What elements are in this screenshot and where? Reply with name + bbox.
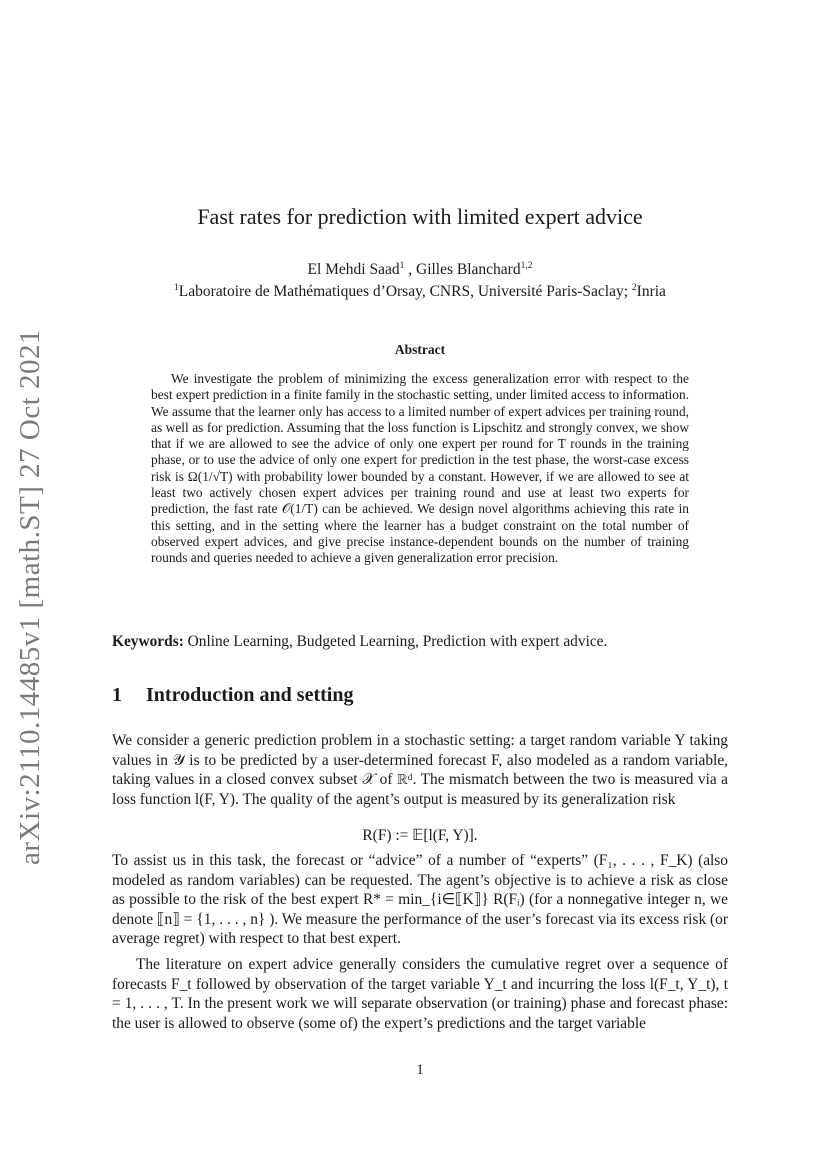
affiliation-text: Laboratoire de Mathématiques d’Orsay, CNRS, Université Paris-Saclay; — [178, 283, 632, 300]
section-heading — [112, 684, 728, 707]
paper-title: Fast rates for prediction with limited expert advice — [197, 204, 643, 229]
affiliation-superscript: 2 — [631, 283, 637, 293]
display-equation: R(F) := 𝔼[l(F, Y)]. — [362, 827, 478, 844]
author-superscript: 1,2 — [520, 261, 533, 271]
abstract-heading: Abstract — [394, 342, 446, 357]
affiliation-superscript: 1 — [174, 283, 179, 293]
author-name: El Mehdi Saad — [307, 261, 400, 278]
affiliation-text: Inria — [636, 283, 666, 300]
page-number: 1 — [416, 1062, 424, 1078]
section-title: Introduction and setting — [146, 684, 354, 706]
body-paragraph: The literature on expert advice generally considers the cumulative regret over a sequence of forecasts F_t followed by observation of the target variable Y_t and incurring the loss l(F_t, Y_t), t = 1, . . . , T. In the present work we will separate observation (or training) phase and forecast phase: the user is allowed to observe (some of) the expert’s predictions and the target variable — [112, 956, 728, 1032]
author-separator: , — [404, 261, 416, 278]
keywords-label: Keywords: — [112, 633, 184, 650]
arxiv-identifier-stamp: arXiv:2110.14485v1 [math.ST] 27 Oct 2021 — [14, 328, 46, 865]
author-line — [112, 261, 728, 279]
body-paragraph: We consider a generic prediction problem in a stochastic setting: a target random variable Y taking values in 𝒴 is to be predicted by a user-determined forecast F, also modeled as a random variable, taking values in a closed convex subset 𝒳 of ℝᵈ. The mismatch between the two is measured via a loss function l(F, Y). The quality of the agent’s output is measured by its generalization risk — [112, 732, 728, 808]
section-number: 1 — [112, 684, 122, 706]
author-superscript: 1 — [399, 261, 405, 271]
body-paragraph: To assist us in this task, the forecast or “advice” of a number of “experts” (F₁, . . . , F_K) (also modeled as random variables) can be requested. The agent’s objective is to achieve a risk as close as possible to the risk of the best expert R* = min_{i∈⟦K⟧} R(Fᵢ) (for a nonnegative integer n, we denote ⟦n⟧ = {1, . . . , n} ). We measure the performance of the user’s forecast via its excess risk (or average regret) with respect to that best expert. — [112, 852, 728, 948]
keywords-text: Online Learning, Budgeted Learning, Prediction with expert advice. — [183, 633, 608, 650]
author-name: Gilles Blanchard — [416, 261, 521, 278]
affiliation-line — [112, 283, 728, 301]
keywords-line — [112, 633, 728, 651]
abstract-body: We investigate the problem of minimizing the excess generalization error with respect to the best expert prediction in a finite family in the stochastic setting, under limited access to information. We assume that the learner only has access to a limited number of expert advices per training round, as well as for prediction. Assuming that the loss function is Lipschitz and strongly convex, we show that if we are allowed to see the advice of only one expert per round for T rounds in the training phase, or to use the advice of only one expert for prediction in the test phase, the worst-case excess risk is Ω(1/√T) with probability lower bounded by a constant. However, if we are allowed to see at least two actively chosen expert advices per training round and use at least two experts for prediction, the fast rate 𝒪(1/T) can be achieved. We design novel algorithms achieving this rate in this setting, and in the setting where the learner has a budget constraint on the total number of observed expert advices, and give precise instance-dependent bounds on the number of training rounds and queries needed to achieve a given generalization error precision. — [151, 371, 689, 566]
